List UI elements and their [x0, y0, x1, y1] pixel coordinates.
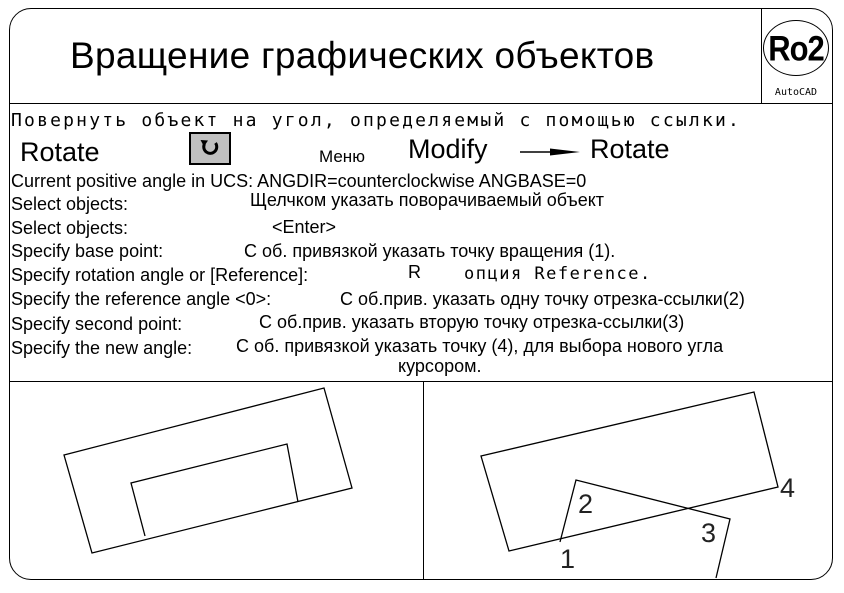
prompt-action: С об. привязкой указать точку (4), для выбора нового угла: [236, 336, 724, 356]
intro-text: Повернуть объект на угол, определяемый с помощью ссылки.: [11, 110, 742, 131]
menu-item-rotate: Rotate: [590, 134, 670, 164]
point-label-1: 1: [560, 544, 576, 574]
prompt-action: С об.прив. указать одну точку отрезка-ссылки(2): [340, 289, 745, 309]
prompt-action: Щелчком указать поворачиваемый объект: [250, 190, 605, 210]
command-name: Rotate: [20, 137, 100, 167]
prompt-action: R: [408, 262, 421, 282]
prompt-action: С об.прив. указать вторую точку отрезка-ссылки(3): [259, 312, 685, 332]
logo-caption: AutoCAD: [774, 87, 818, 98]
prompt-label: Specify rotation angle or [Reference]:: [11, 265, 309, 285]
point-label-3: 3: [701, 518, 717, 548]
prompt-label: Specify the new angle:: [11, 338, 193, 358]
page-title: Вращение графических объектов: [70, 35, 655, 76]
prompt-label: Specify the reference angle <0>:: [11, 289, 272, 309]
prompt-continuation: курсором.: [398, 356, 482, 376]
prompt-label: Current positive angle in UCS: ANGDIR=counterclockwise ANGBASE=0: [11, 171, 587, 191]
logo-text: Ro2: [768, 28, 824, 69]
outer-rectangle: [481, 392, 778, 551]
prompt-action: <Enter>: [272, 217, 337, 237]
prompt-note: опция Reference.: [464, 264, 652, 284]
menu-item-modify: Modify: [408, 134, 488, 164]
prompt-action: С об. привязкой указать точку вращения (1).: [244, 241, 616, 261]
prompt-label: Specify second point:: [11, 314, 183, 334]
prompt-label: Select objects:: [11, 218, 129, 238]
menu-label: Меню: [319, 147, 365, 166]
prompt-label: Select objects:: [11, 194, 129, 214]
point-label-2: 2: [578, 489, 594, 519]
point-label-4: 4: [780, 473, 796, 503]
prompt-label: Specify base point:: [11, 241, 164, 261]
